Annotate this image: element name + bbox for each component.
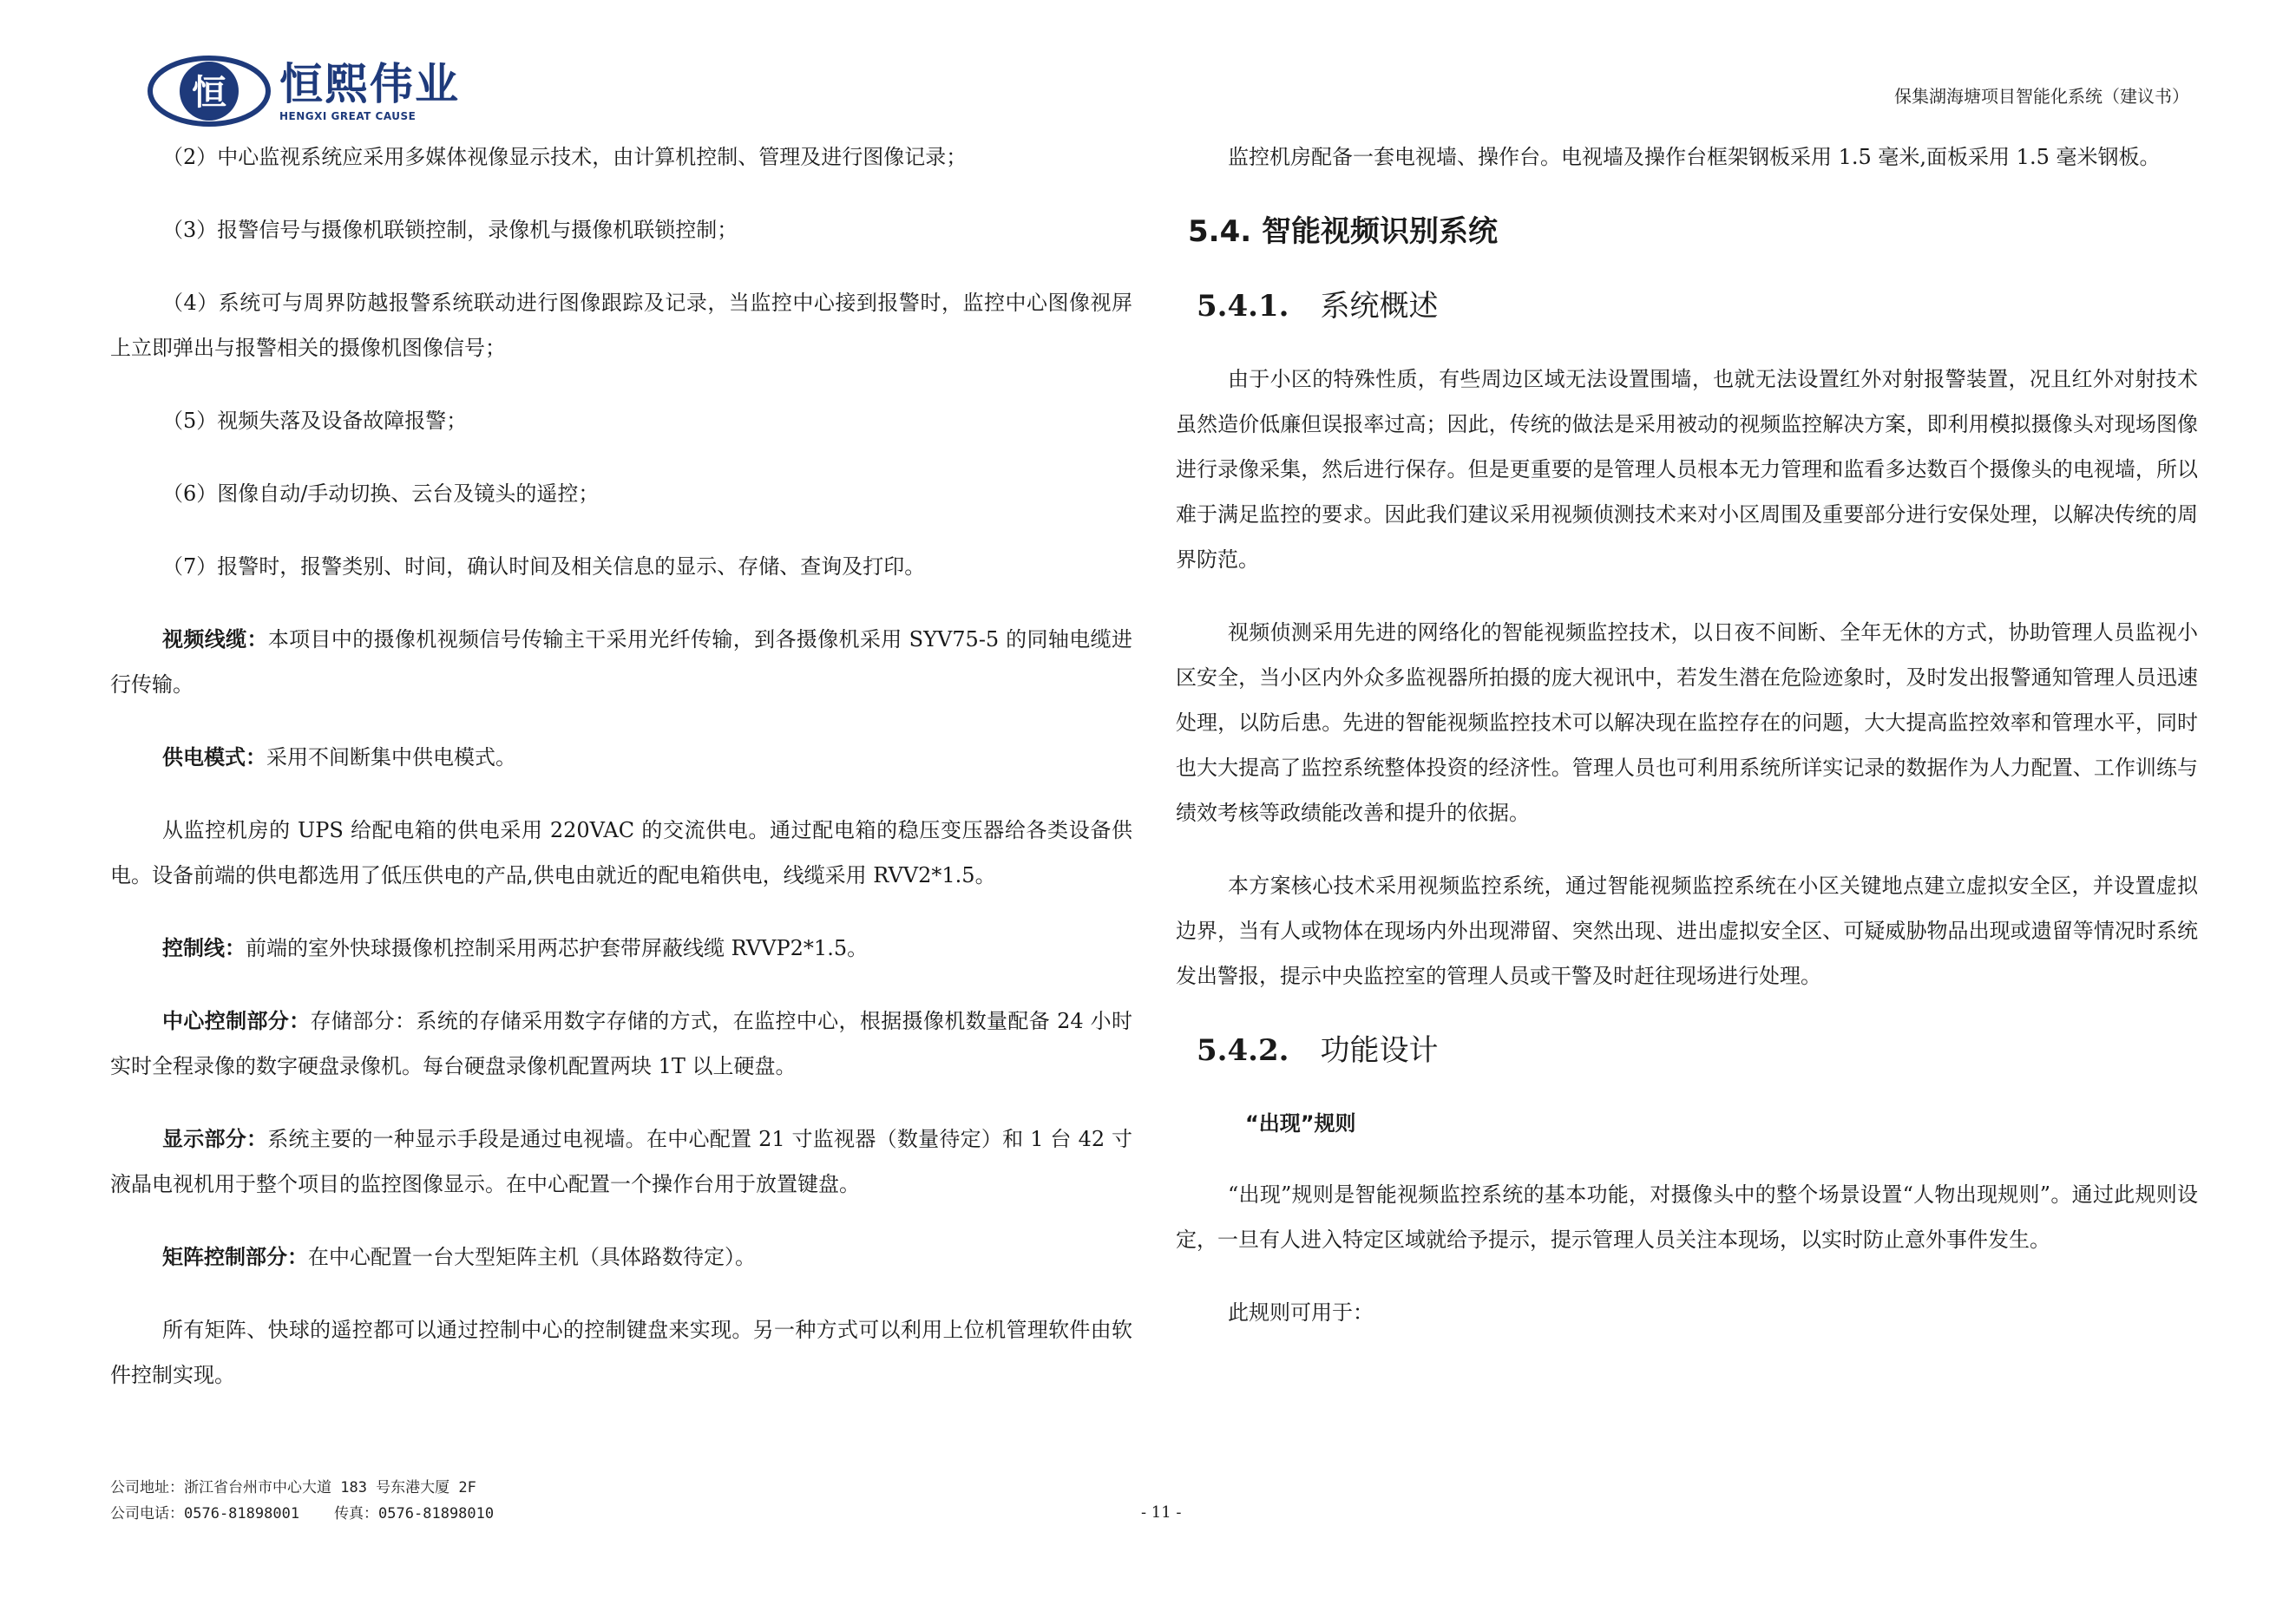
body-paragraph: “出现”规则是智能视频监控系统的基本功能，对摄像头中的整个场景设置“人物出现规则”。通过此规则设定，一旦有人进入特定区域就给予提示，提示管理人员关注本现场，以实时防止意外事件发生。 (1176, 1182, 2198, 1252)
company-fax: 传真：0576-81898010 (334, 1505, 495, 1522)
body-paragraph: 此规则可用于： (1228, 1300, 1374, 1325)
display-label: 显示部分： (162, 1127, 268, 1151)
company-phone: 公司电话：0576-81898001 (110, 1505, 300, 1522)
logo-name-en: HENGXI GREAT CAUSE (279, 110, 417, 122)
remote-control-paragraph: 所有矩阵、快球的遥控都可以通过控制中心的控制键盘来实现。另一种方式可以利用上位机管理软件由软件控制实现。 (110, 1318, 1132, 1387)
document-title: 保集湖海塘项目智能化系统（建议书） (1894, 86, 2189, 107)
subsection-title: 功能设计 (1320, 1033, 1439, 1068)
power-mode-label: 供电模式： (162, 745, 266, 769)
logo-glyph: 恒 (192, 73, 226, 113)
power-mode-text: 采用不间断集中供电模式。 (266, 745, 516, 769)
logo-name-cn: 恒熙伟业 (279, 59, 460, 109)
list-item: （7）报警时，报警类别、时间，确认时间及相关信息的显示、存储、查询及打印。 (162, 554, 926, 579)
subsection-heading-function (1197, 1026, 2198, 1075)
center-control-label: 中心控制部分： (162, 1009, 311, 1033)
center-control-text: 存储部分：系统的存储采用数字存储的方式，在监控中心，根据摄像机数量配备 24 小时实时全程录像的数字硬盘录像机。每台硬盘录像机配置两块 1T 以上硬盘。 (110, 1009, 1133, 1078)
control-line-label: 控制线： (162, 936, 246, 960)
page-footer (110, 1475, 494, 1527)
subsection-heading-overview (1197, 282, 2198, 331)
control-line-text: 前端的室外快球摄像机控制采用两芯护套带屏蔽线缆 RVVP2*1.5。 (246, 936, 869, 960)
body-paragraph: 视频侦测采用先进的网络化的智能视频监控技术，以日夜不间断、全年无休的方式，协助管理人员监视小区安全，当小区内外众多监视器所拍摄的庞大视讯中，若发生潜在危险迹象时，及时发出报警通知管理人员迅速处理，以防后患。先进的智能视频监控技术可以解决现在监控存在的问题，大大提高监控效率和管理水平，同时也大大提高了监控系统整体投资的经济性。管理人员也可利用系统所详实记录的数据作为人力配置、工作训练与绩效考核等政绩能改善和提升的依据。 (1176, 620, 2198, 825)
list-item: （4）系统可与周界防越报警系统联动进行图像跟踪及记录，当监控中心接到报警时，监控中心图像视屏上立即弹出与报警相关的摄像机图像信号； (110, 291, 1132, 360)
power-detail-paragraph: 从监控机房的 UPS 给配电箱的供电采用 220VAC 的交流供电。通过配电箱的稳压变压器给各类设备供电。设备前端的供电都选用了低压供电的产品,供电由就近的配电箱供电，线缆采用 RVV2*1.5。 (110, 818, 1132, 887)
logo-emblem-icon (148, 52, 271, 130)
subsection-number: 5.4.2. (1197, 1033, 1289, 1068)
company-address: 公司地址：浙江省台州市中心大道 183 号东港大厦 2F (110, 1479, 476, 1496)
matrix-control-label: 矩阵控制部分： (162, 1245, 308, 1269)
section-heading: 5.4. 智能视频识别系统 (1188, 214, 1498, 249)
list-item: （6）图像自动/手动切换、云台及镜头的遥控； (162, 481, 600, 506)
subsection-title: 系统概述 (1320, 289, 1439, 324)
company-contact (110, 1501, 494, 1527)
matrix-control-text: 在中心配置一台大型矩阵主机（具体路数待定）。 (308, 1245, 756, 1269)
left-column (110, 134, 1132, 1425)
display-text: 系统主要的一种显示手段是通过电视墙。在中心配置 21 寸监视器（数量待定）和 1 台 42 寸液晶电视机用于整个项目的监控图像显示。在中心配置一个操作台用于放置键盘。 (110, 1127, 1132, 1196)
right-column (1176, 134, 2198, 1363)
display-paragraph (110, 1116, 1132, 1207)
rule-subheading: “出现”规则 (1245, 1111, 1356, 1136)
video-cable-label: 视频线缆： (162, 627, 268, 652)
body-paragraph: 本方案核心技术采用视频监控系统，通过智能视频监控系统在小区关键地点建立虚拟安全区，并设置虚拟边界，当有人或物体在现场内外出现滞留、突然出现、进出虚拟安全区、可疑威胁物品出现或遗留等情况时系统发出警报，提示中央监控室的管理人员或干警及时赶往现场进行处理。 (1176, 874, 2198, 988)
body-paragraph: 由于小区的特殊性质，有些周边区域无法设置围墙，也就无法设置红外对射报警装置，况且红外对射技术虽然造价低廉但误报率过高；因此，传统的做法是采用被动的视频监控解决方案，即利用模拟摄像头对现场图像进行录像采集，然后进行保存。但是更重要的是管理人员根本无力管理和监看多达数百个摄像头的电视墙，所以难于满足监控的要求。因此我们建议采用视频侦测技术来对小区周围及重要部分进行安保处理，以解决传统的周界防范。 (1176, 367, 2198, 572)
company-logo (148, 52, 460, 130)
control-line-paragraph (110, 926, 1132, 971)
video-cable-text: 本项目中的摄像机视频信号传输主干采用光纤传输，到各摄像机采用 SYV75-5 的同轴电缆进行传输。 (110, 627, 1132, 697)
power-mode-paragraph (110, 735, 1132, 780)
subsection-number: 5.4.1. (1197, 289, 1289, 324)
list-item: （3）报警信号与摄像机联锁控制，录像机与摄像机联锁控制； (162, 218, 738, 242)
video-cable-paragraph (110, 617, 1132, 707)
monitor-room-paragraph: 监控机房配备一套电视墙、操作台。电视墙及操作台框架钢板采用 1.5 毫米,面板采用 1.5 毫米钢板。 (1228, 145, 2161, 169)
matrix-control-paragraph (110, 1234, 1132, 1280)
list-item: （2）中心监视系统应采用多媒体视像显示技术，由计算机控制、管理及进行图像记录； (162, 145, 968, 169)
list-item: （5）视频失落及设备故障报警； (162, 409, 468, 433)
page-number: - 11 - (1141, 1503, 1182, 1522)
center-control-paragraph (110, 999, 1132, 1089)
